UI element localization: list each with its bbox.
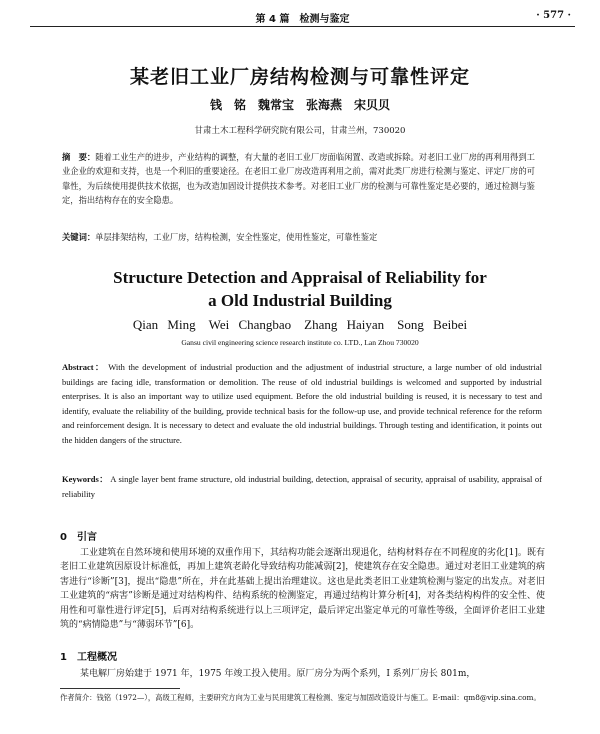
keywords-cn-text: 单层排架结构，工业厂房，结构检测，安全性鉴定，使用性鉴定，可靠性鉴定 (95, 232, 378, 242)
running-header (30, 8, 575, 27)
abstract-cn-label: 摘 要： (62, 152, 96, 162)
paper-title-en-line2: a Old Industrial Building (208, 291, 392, 310)
section-heading-project-overview: 1 工程概况 (60, 652, 117, 663)
project-overview-paragraph: 某电解厂房始建于 1971 年，1975 年竣工投入使用。原厂房分为两个系列，I 系列厂房长 801m， (80, 669, 476, 679)
keywords-en-text: A single layer bent frame structure, old industrial building, detection, appraisal of security, appraisal of usability, appraisal of reliability (62, 474, 543, 499)
keywords-cn-label: 关键词： (62, 232, 96, 242)
abstract-en-text: With the development of industrial production and the adjustment of industrial structure, a large number of old industrial buildings are facing idle, transformation or demolition. The reuse of old industrial buildings is welcomed and supported by industrial enterprises. It is also an important way to utilize used equipment. Before the old industrial building is reused, it is necessary to test and identify, evaluate the reliability of the building, provide technical basis for the follow-up use, and provide technical reference for the reform and reinforcement design. It is necessary to detect and evaluate the old industrial buildings. Through testing and identification, it points out the hidden dangers of the structure. (62, 362, 542, 445)
keywords-cn (62, 230, 542, 244)
section-heading-introduction: 0 引言 (60, 532, 97, 543)
paper-title-en (0, 266, 600, 312)
footnote-divider (60, 688, 180, 689)
abstract-en (62, 360, 542, 447)
paper-title-en-line1: Structure Detection and Appraisal of Reliability for (113, 268, 487, 287)
author-footnote: 作者简介：钱铭（1972—），高级工程师，主要研究方向为工业与民用建筑工程检测、鉴定与加固改造设计与施工。E-mail：qm8@vip.sina.com。 (60, 693, 541, 702)
running-header-title: 第 4 篇 检测与鉴定 (255, 14, 350, 25)
abstract-cn (62, 150, 542, 208)
keywords-en-label: Keywords： (62, 474, 109, 484)
affiliation-cn: 甘肃土木工程科学研究院有限公司，甘肃兰州，730020 (194, 126, 406, 136)
paper-title-cn: 某老旧工业厂房结构检测与可靠性评定 (129, 66, 470, 88)
authors-en: Qian Ming Wei Changbao Zhang Haiyan Song Beibei (132, 317, 468, 332)
introduction-paragraph: 工业建筑在自然环境和使用环境的双重作用下，其结构功能会逐渐出现退化，结构材料存在不同程度的劣化[1]。既有老旧工业建筑因原设计标准低，再加上建筑老龄化导致结构功能减弱[2]，使建筑存在安全隐患。通过对老旧工业建筑的病害进行“诊断”[3]，提出“隐患”所在，并在此基础上提出治理建议。这也是此类老旧工业建筑检测与鉴定的出发点。对老旧工业建筑的“病害”诊断是通过对结构构件、结构系统的检测鉴定，再通过结构计算分析[4]，对各类结构构件的安全性、使用性和可靠性进行评定[5]，后再对结构系统进行以上三项评定，最后评定出鉴定单元的可靠性等级，全面评价老旧工业建筑的“病情隐患”与“薄弱环节”[6]。 (60, 548, 545, 631)
abstract-en-label: Abstract： (62, 362, 105, 372)
authors-cn: 钱 铭 魏常宝 张海燕 宋贝贝 (209, 98, 390, 112)
affiliation-en: Gansu civil engineering science research institute co. LTD., Lan Zhou 730020 (181, 338, 419, 347)
keywords-en (62, 472, 542, 501)
page-number: · 577 · (536, 10, 571, 21)
abstract-cn-text: 随着工业生产的进步，产业结构的调整，有大量的老旧工业厂房面临闲置、改造或拆除。对老旧工业厂房的再利用得到工业企业的欢迎和支持，也是一个利旧的重要途径。在老旧工业厂房改造再利用之前，需对此类厂房进行检测与鉴定、评定厂房的可靠性，为后续使用提供技术依据，也为改造加固设计提供技术参考。对老旧工业厂房的检测与可靠性鉴定是必要的，通过检测与鉴定，指出结构存在的安全隐患。 (62, 152, 535, 206)
